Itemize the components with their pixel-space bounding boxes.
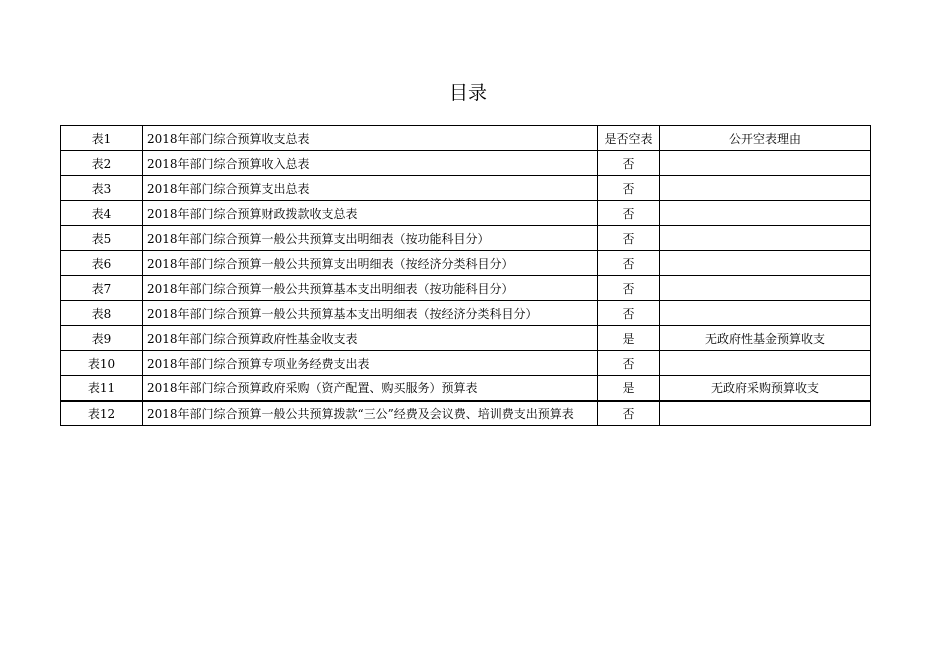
empty-reason-cell — [660, 151, 871, 176]
table-number-cell: 表1 — [61, 126, 143, 151]
is-empty-cell: 否 — [598, 276, 660, 301]
is-empty-cell: 否 — [598, 351, 660, 376]
is-empty-cell: 是 — [598, 376, 660, 401]
table-name-cell: 2018年部门综合预算一般公共预算支出明细表（按功能科目分） — [143, 226, 598, 251]
empty-reason-cell — [660, 351, 871, 376]
table-name-cell: 2018年部门综合预算一般公共预算支出明细表（按经济分类科目分） — [143, 251, 598, 276]
table-number-cell: 表7 — [61, 276, 143, 301]
table-name-cell: 2018年部门综合预算政府性基金收支表 — [143, 326, 598, 351]
table-name-cell: 2018年部门综合预算支出总表 — [143, 176, 598, 201]
table-number-cell: 表9 — [61, 326, 143, 351]
table-number-cell: 表12 — [61, 401, 143, 426]
table-row — [61, 126, 871, 151]
empty-reason-cell: 无政府采购预算收支 — [660, 376, 871, 401]
table-row — [61, 326, 871, 351]
table-row — [61, 301, 871, 326]
table-row — [61, 351, 871, 376]
empty-reason-cell: 无政府性基金预算收支 — [660, 326, 871, 351]
table-number-cell: 表8 — [61, 301, 143, 326]
is-empty-cell: 否 — [598, 201, 660, 226]
toc-table — [60, 125, 871, 426]
empty-reason-cell — [660, 401, 871, 426]
empty-reason-cell — [660, 251, 871, 276]
empty-reason-cell — [660, 226, 871, 251]
empty-reason-cell — [660, 176, 871, 201]
table-row — [61, 251, 871, 276]
page-title: 目录 — [448, 82, 487, 104]
is-empty-cell: 否 — [598, 401, 660, 426]
table-number-cell: 表10 — [61, 351, 143, 376]
table-row — [61, 276, 871, 301]
table-number-cell: 表2 — [61, 151, 143, 176]
toc-table-body — [61, 126, 871, 426]
table-name-cell: 2018年部门综合预算收支总表 — [143, 126, 598, 151]
table-number-cell: 表3 — [61, 176, 143, 201]
is-empty-cell: 是 — [598, 326, 660, 351]
table-row — [61, 226, 871, 251]
table-name-cell: 2018年部门综合预算收入总表 — [143, 151, 598, 176]
table-name-cell: 2018年部门综合预算一般公共预算拨款“三公”经费及会议费、培训费支出预算表 — [143, 401, 598, 426]
is-empty-cell: 否 — [598, 301, 660, 326]
table-row — [61, 201, 871, 226]
table-name-cell: 2018年部门综合预算财政拨款收支总表 — [143, 201, 598, 226]
empty-reason-cell — [660, 201, 871, 226]
empty-reason-cell — [660, 276, 871, 301]
is-empty-cell: 否 — [598, 251, 660, 276]
table-name-cell: 2018年部门综合预算政府采购（资产配置、购买服务）预算表 — [143, 376, 598, 401]
is-empty-cell: 否 — [598, 151, 660, 176]
table-row — [61, 151, 871, 176]
is-empty-cell: 否 — [598, 226, 660, 251]
table-name-cell: 2018年部门综合预算一般公共预算基本支出明细表（按功能科目分） — [143, 276, 598, 301]
table-number-cell: 表4 — [61, 201, 143, 226]
table-number-cell: 表6 — [61, 251, 143, 276]
is-empty-cell: 否 — [598, 176, 660, 201]
table-name-cell: 2018年部门综合预算一般公共预算基本支出明细表（按经济分类科目分） — [143, 301, 598, 326]
table-row — [61, 376, 871, 401]
empty-reason-cell: 公开空表理由 — [660, 126, 871, 151]
table-number-cell: 表5 — [61, 226, 143, 251]
empty-reason-cell — [660, 301, 871, 326]
table-number-cell: 表11 — [61, 376, 143, 401]
table-row — [61, 401, 871, 426]
table-name-cell: 2018年部门综合预算专项业务经费支出表 — [143, 351, 598, 376]
is-empty-cell: 是否空表 — [598, 126, 660, 151]
table-row — [61, 176, 871, 201]
